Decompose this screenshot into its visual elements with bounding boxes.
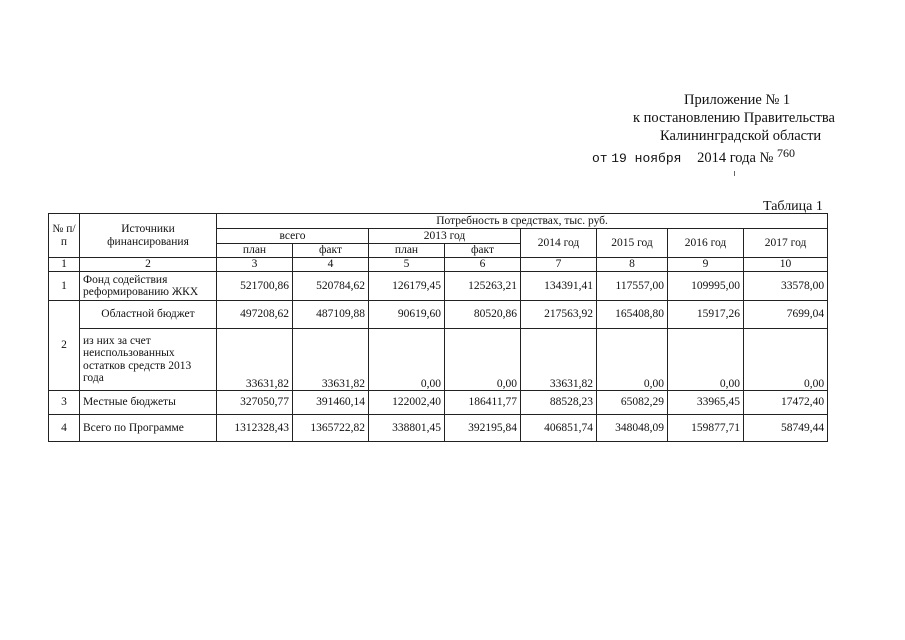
- cell-2017: 7699,04: [744, 301, 828, 329]
- column-number: 6: [445, 258, 521, 272]
- header-need: Потребность в средствах, тыс. руб.: [217, 214, 828, 229]
- cell-total-fact: 391460,14: [293, 391, 369, 415]
- cell-2013-plan: 90619,60: [369, 301, 445, 329]
- header-total-plan: план: [217, 244, 293, 258]
- cell-total-plan: 521700,86: [217, 272, 293, 301]
- cell-total-plan: 327050,77: [217, 391, 293, 415]
- table-row: [49, 301, 828, 329]
- column-number: 8: [597, 258, 668, 272]
- column-number: 2: [80, 258, 217, 272]
- cell-2016: 15917,26: [668, 301, 744, 329]
- cell-2014: 88528,23: [521, 391, 597, 415]
- cell-total-fact: 487109,88: [293, 301, 369, 329]
- cell-2013-fact: 392195,84: [445, 415, 521, 442]
- header-group-2013: 2013 год: [369, 229, 521, 244]
- table-row: [49, 329, 828, 391]
- cell-2013-plan: 122002,40: [369, 391, 445, 415]
- row-source: Областной бюджет: [80, 301, 217, 329]
- cell-2014: 33631,82: [521, 329, 597, 391]
- cell-2013-plan: 338801,45: [369, 415, 445, 442]
- row-source: Фонд содействия реформированию ЖКХ: [80, 272, 217, 301]
- column-number: 4: [293, 258, 369, 272]
- appendix-title: Приложение № 1: [684, 92, 791, 108]
- decree-number: 760: [777, 146, 796, 160]
- row-num: 1: [49, 272, 80, 301]
- cell-2016: 33965,45: [668, 391, 744, 415]
- header-2013-fact: факт: [445, 244, 521, 258]
- cell-2013-fact: 186411,77: [445, 391, 521, 415]
- cell-2016: 0,00: [668, 329, 744, 391]
- cell-2017: 0,00: [744, 329, 828, 391]
- date-year: 2014 года №: [697, 150, 774, 166]
- row-source: Всего по Программе: [80, 415, 217, 442]
- appendix-subtitle-decree: к постановлению Правительства: [633, 110, 835, 126]
- cell-2017: 33578,00: [744, 272, 828, 301]
- cell-2015: 165408,80: [597, 301, 668, 329]
- row-source: Местные бюджеты: [80, 391, 217, 415]
- header-2016: 2016 год: [668, 229, 744, 258]
- cell-2017: 17472,40: [744, 391, 828, 415]
- header-group-total: всего: [217, 229, 369, 244]
- header-2017: 2017 год: [744, 229, 828, 258]
- header-num: № п/п: [49, 214, 80, 258]
- financing-table: [48, 213, 828, 442]
- cell-total-fact: 1365722,82: [293, 415, 369, 442]
- cell-2013-plan: 126179,45: [369, 272, 445, 301]
- row-num: 2: [49, 301, 80, 391]
- decree-date-line: [592, 146, 795, 167]
- cell-total-plan: 1312328,43: [217, 415, 293, 442]
- table-row: [49, 415, 828, 442]
- column-number: 3: [217, 258, 293, 272]
- column-number: 7: [521, 258, 597, 272]
- header-2015: 2015 год: [597, 229, 668, 258]
- cell-2013-plan: 0,00: [369, 329, 445, 391]
- header-2013-plan: план: [369, 244, 445, 258]
- cell-2015: 348048,09: [597, 415, 668, 442]
- header-total-fact: факт: [293, 244, 369, 258]
- cell-2015: 0,00: [597, 329, 668, 391]
- table-row: [49, 391, 828, 415]
- column-number: 5: [369, 258, 445, 272]
- column-number: 1: [49, 258, 80, 272]
- cell-total-plan: 497208,62: [217, 301, 293, 329]
- cell-2017: 58749,44: [744, 415, 828, 442]
- cell-2015: 117557,00: [597, 272, 668, 301]
- cell-2016: 109995,00: [668, 272, 744, 301]
- cell-2014: 134391,41: [521, 272, 597, 301]
- row-source: из них за счет неиспользованных остатков средств 2013 года: [80, 329, 217, 391]
- cell-total-plan: 33631,82: [217, 329, 293, 391]
- scan-speck: [734, 171, 735, 176]
- cell-2013-fact: 125263,21: [445, 272, 521, 301]
- row-num: 4: [49, 415, 80, 442]
- table-row: [49, 272, 828, 301]
- date-typed: 19 ноября: [611, 151, 682, 166]
- column-number: 10: [744, 258, 828, 272]
- header-2014: 2014 год: [521, 229, 597, 258]
- cell-total-fact: 520784,62: [293, 272, 369, 301]
- table-caption: Таблица 1: [763, 199, 823, 214]
- cell-2015: 65082,29: [597, 391, 668, 415]
- column-number: 9: [668, 258, 744, 272]
- cell-2014: 217563,92: [521, 301, 597, 329]
- row-num: 3: [49, 391, 80, 415]
- cell-2013-fact: 0,00: [445, 329, 521, 391]
- appendix-subtitle-region: Калининградской области: [660, 128, 822, 144]
- header-source: Источники финансирования: [80, 214, 217, 258]
- date-prefix: от: [592, 151, 608, 166]
- cell-total-fact: 33631,82: [293, 329, 369, 391]
- cell-2014: 406851,74: [521, 415, 597, 442]
- cell-2016: 159877,71: [668, 415, 744, 442]
- cell-2013-fact: 80520,86: [445, 301, 521, 329]
